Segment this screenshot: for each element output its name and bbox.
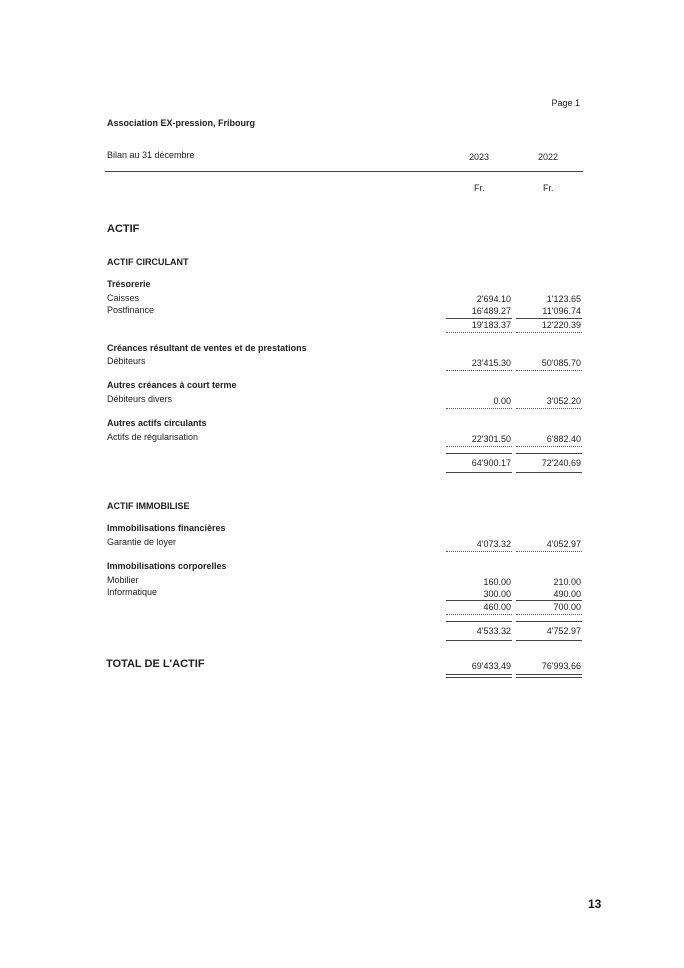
heading-autres-actifs: Autres actifs circulants xyxy=(107,418,207,428)
label-garantie-loyer: Garantie de loyer xyxy=(107,537,177,547)
informatique-2023: 300.00 xyxy=(483,589,511,599)
dotted-rule xyxy=(516,408,582,409)
caisses-2022: 1'123.65 xyxy=(546,294,581,304)
section-actif-immobilise: ACTIF IMMOBILISE xyxy=(107,501,190,511)
year-2022-header: 2022 xyxy=(538,152,559,162)
caisses-2023: 2'694.10 xyxy=(476,294,511,304)
tresorerie-subtotal-2023: 19'183.37 xyxy=(471,320,511,330)
dotted-rule xyxy=(446,551,512,552)
heading-creances: Créances résultant de ventes et de prestations xyxy=(107,343,307,353)
postfinance-2023: 16'489.27 xyxy=(471,306,511,316)
mobilier-2022: 210.00 xyxy=(553,577,581,587)
mobilier-2023: 160.00 xyxy=(483,577,511,587)
label-caisses: Caisses xyxy=(107,293,140,303)
dotted-rule xyxy=(516,332,582,333)
dotted-rule xyxy=(446,408,512,409)
rule xyxy=(516,318,582,319)
currency-2023: Fr. xyxy=(474,183,485,193)
regularisation-2022: 6'882.40 xyxy=(546,434,581,444)
heading-immo-financieres: Immobilisations financières xyxy=(107,523,226,533)
heading-immo-corporelles: Immobilisations corporelles xyxy=(107,561,227,571)
label-postfinance: Postfinance xyxy=(107,305,155,315)
dotted-rule xyxy=(446,332,512,333)
rule xyxy=(446,621,512,622)
dotted-rule xyxy=(516,614,582,615)
actif-immobilise-total-2023: 4'533.32 xyxy=(476,626,511,636)
actif-immobilise-total-2022: 4'752.97 xyxy=(546,626,581,636)
label-debiteurs: Débiteurs xyxy=(107,356,146,366)
report-title: Bilan au 31 décembre xyxy=(107,150,195,160)
rule xyxy=(516,600,582,601)
actif-circulant-total-2023: 64'900.17 xyxy=(471,458,511,468)
dotted-rule xyxy=(516,370,582,371)
heading-autres-creances: Autres créances à court terme xyxy=(107,380,237,390)
section-actif-circulant: ACTIF CIRCULANT xyxy=(107,257,189,267)
debiteurs-divers-2022: 3'052.20 xyxy=(546,396,581,406)
garantie-2023: 4'073.32 xyxy=(476,539,511,549)
label-regularisation: Actifs de régularisation xyxy=(107,432,199,442)
rule xyxy=(516,472,582,473)
rule xyxy=(446,318,512,319)
actif-circulant-total-2022: 72'240.69 xyxy=(541,458,581,468)
page-number: 13 xyxy=(588,897,602,911)
total-actif-2023: 69'433.49 xyxy=(471,661,511,671)
debiteurs-2022: 50'085.70 xyxy=(541,358,581,368)
heading-tresorerie: Trésorerie xyxy=(107,279,151,289)
section-actif: ACTIF xyxy=(107,223,140,235)
dotted-rule xyxy=(516,446,582,447)
total-actif-2022: 76'993.66 xyxy=(541,661,581,671)
label-mobilier: Mobilier xyxy=(107,575,139,585)
dotted-rule xyxy=(516,551,582,552)
debiteurs-2023: 23'415.30 xyxy=(471,358,511,368)
organization-name: Association EX-pression, Fribourg xyxy=(107,118,256,128)
dotted-rule xyxy=(446,446,512,447)
rule xyxy=(446,600,512,601)
double-rule xyxy=(516,677,582,678)
rule xyxy=(446,472,512,473)
label-informatique: Informatique xyxy=(107,587,158,597)
year-2023-header: 2023 xyxy=(469,152,490,162)
double-rule xyxy=(446,677,512,678)
debiteurs-divers-2023: 0.00 xyxy=(493,396,511,406)
rule xyxy=(516,453,582,454)
regularisation-2023: 22'301.50 xyxy=(471,434,511,444)
double-rule xyxy=(516,674,582,675)
rule xyxy=(516,640,582,641)
header-rule xyxy=(105,171,583,172)
rule xyxy=(516,621,582,622)
postfinance-2022: 11'096.74 xyxy=(542,306,581,316)
rule xyxy=(446,453,512,454)
rule xyxy=(446,640,512,641)
garantie-2022: 4'052.97 xyxy=(546,539,581,549)
label-debiteurs-divers: Débiteurs divers xyxy=(107,394,173,404)
total-actif-label: TOTAL DE L'ACTIF xyxy=(106,658,205,670)
dotted-rule xyxy=(446,614,512,615)
currency-2022: Fr. xyxy=(543,183,554,193)
corporelles-subtotal-2023: 460.00 xyxy=(483,602,511,612)
corporelles-subtotal-2022: 700.00 xyxy=(553,602,581,612)
dotted-rule xyxy=(446,370,512,371)
tresorerie-subtotal-2022: 12'220.39 xyxy=(541,320,581,330)
informatique-2022: 490.00 xyxy=(553,589,581,599)
double-rule xyxy=(446,674,512,675)
page-label: Page 1 xyxy=(551,98,580,108)
